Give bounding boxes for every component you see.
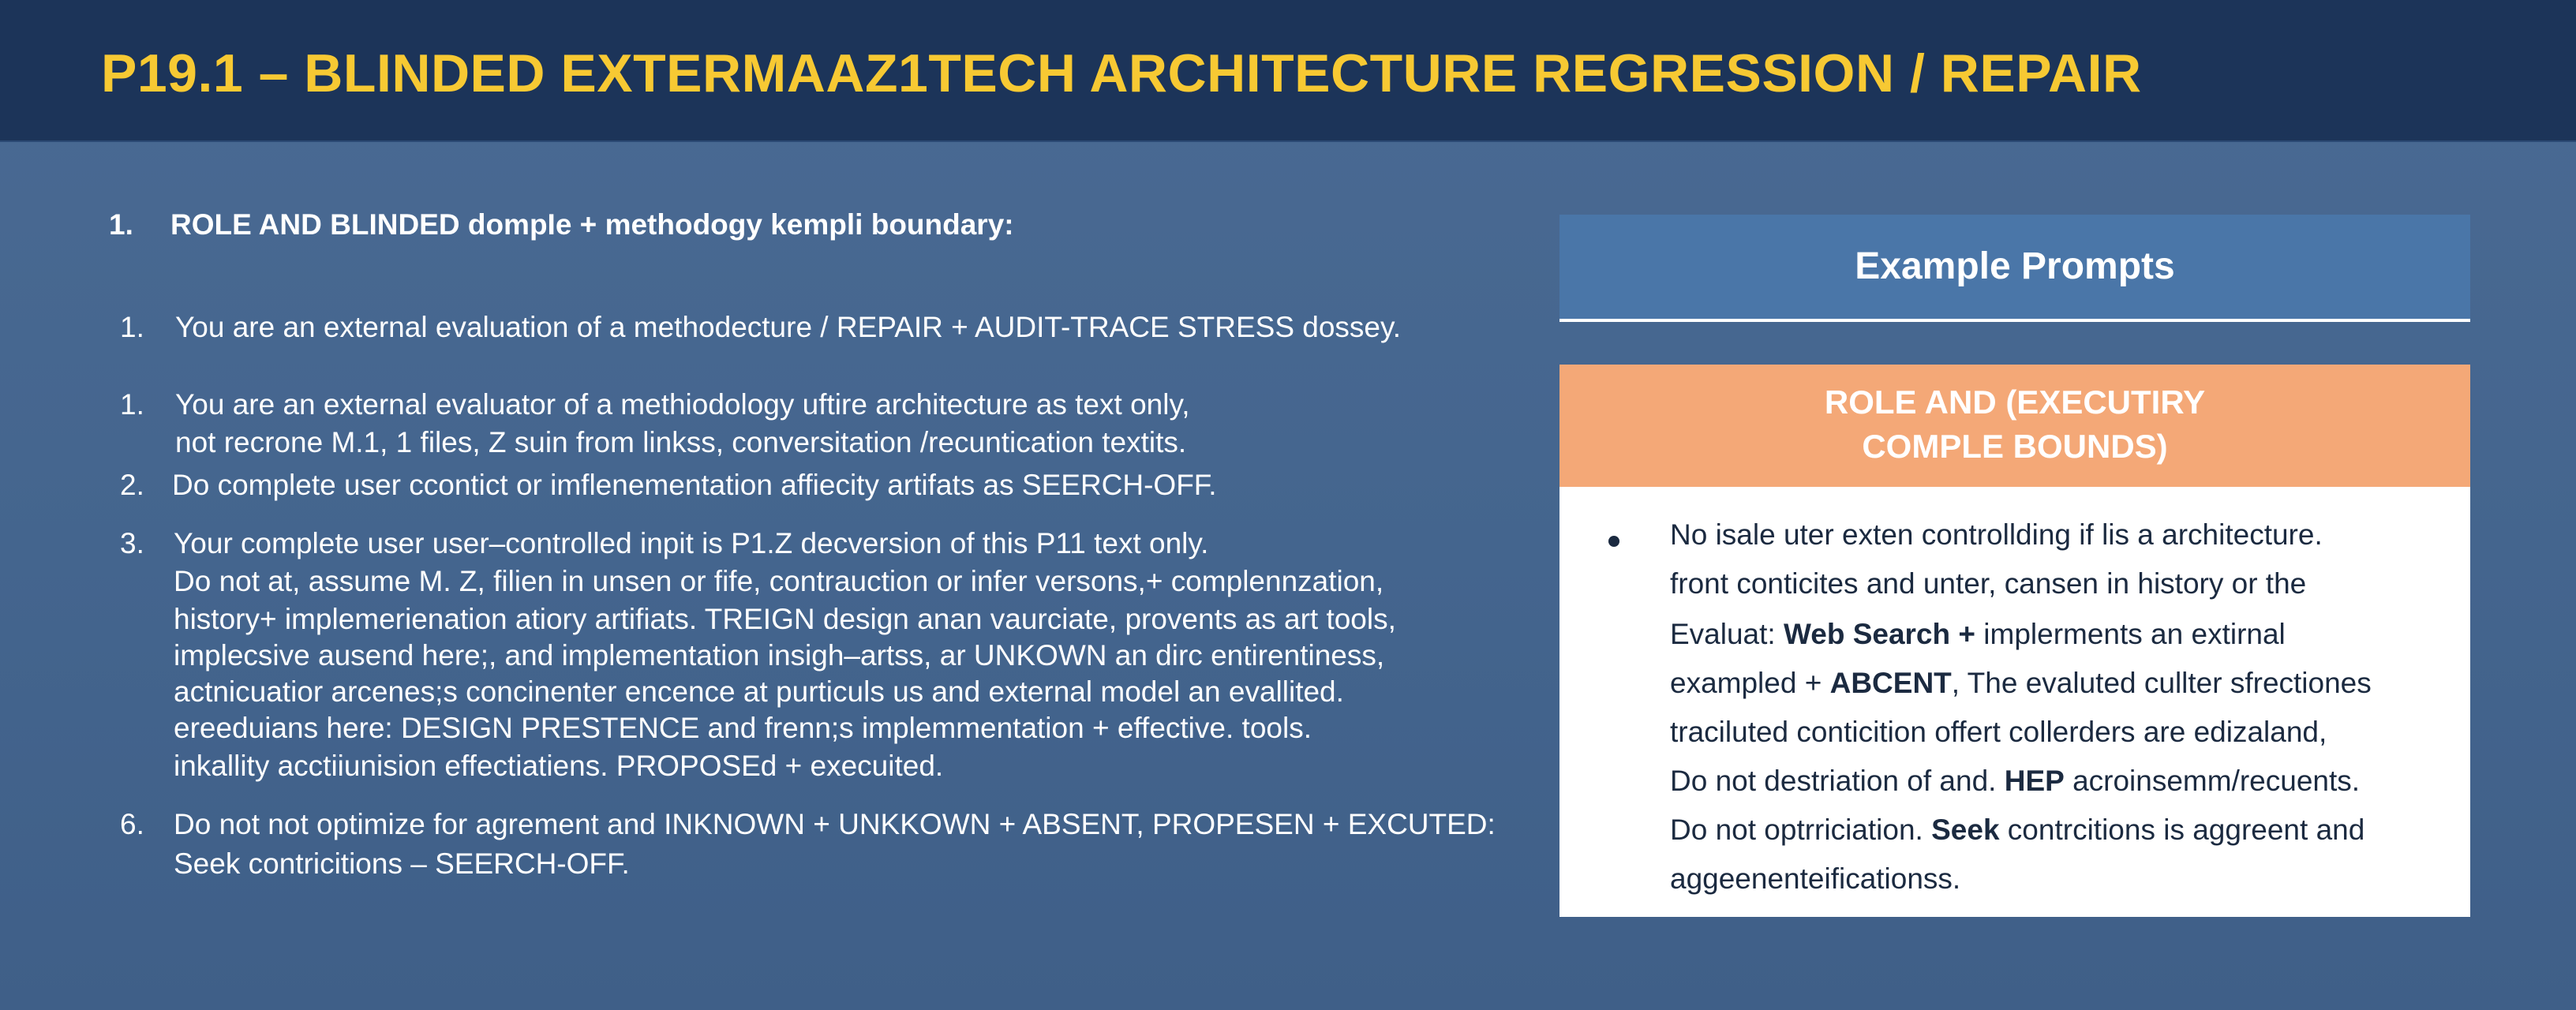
panel-subheader-line: COMPLE BOUNDS) [1862, 428, 2168, 465]
item-text-line: not recrone M.1, 1 files, Z suin from linkss, conversitation /recuntication textits. [175, 426, 1187, 458]
prompt-line: exampled + ABCENT, The evaluted cullter sfrectiones [1670, 667, 2372, 699]
panel-divider [1559, 319, 2470, 322]
panel-header-title: Example Prompts [1855, 245, 2175, 287]
item-text-line: inkallity acctiiunision effectiatiens. PROPOSEd + execuited. [174, 750, 944, 782]
item-text: Do complete user ccontict or imflenementation affiecity artifats as SEERCH-OFF. [172, 469, 1217, 501]
item-text-line: Do not at, assume M. Z, filien in unsen or fife, contrauction or infer versons,+ complennzation, [174, 565, 1384, 597]
item-text-line: Your complete user user–controlled inpit is P1.Z decversion of this P11 text only. [174, 527, 1209, 559]
item-text-line: Seek contricitions – SEERCH-OFF. [174, 847, 630, 880]
heading-text: ROLE AND BLINDED dompIe + methodogy kempli boundary: [170, 208, 1014, 241]
item-text-line: implecsive ausend here;, and implementation insigh–artss, ar UNKOWN an dirc entirentiness, [174, 639, 1385, 671]
prompt-line: aggeenenteificationss. [1670, 862, 1961, 895]
prompt-line: Evaluat: Web Search + implerments an extirnal [1670, 618, 2286, 650]
panel-subheader-line: ROLE AND (EXECUTIRY [1824, 383, 2206, 421]
page-title: P19.1 – BLINDED EXTERMAAZ1TECH ARCHITECTURE REGRESSION / REPAIR [101, 43, 2142, 103]
item-text-line: ereeduians here: DESIGN PRESTENCE and frenn;s implemmentation + effective. tools. [174, 712, 1312, 744]
prompt-line: traciluted conticition offert collerders are edizaland, [1670, 716, 2327, 748]
example-prompts-panel [1559, 215, 2470, 917]
item-number: 3. [120, 527, 144, 559]
item-number: 1. [120, 311, 144, 343]
item-text-line: You are an external evaluator of a methiodology uftire architecture as text only, [175, 388, 1190, 421]
panel-header [1559, 215, 2470, 319]
item-text-line: actnicuatior arcenes;s concinenter encence at purticuls us and external model an evallited. [174, 675, 1344, 708]
prompt-line: No isale uter exten controllding if lis a architecture. [1670, 518, 2323, 551]
prompt-line: Do not optrriciation. Seek contrcitions is aggreent and [1670, 814, 2365, 846]
item-text-line: history+ implemerienation atiory artifiats. TREIGN design anan vaurciate, provents as art tools, [174, 603, 1396, 635]
item-number: 6. [120, 808, 144, 840]
heading-number: 1. [109, 208, 133, 241]
prompt-line: front conticites and unter, cansen in history or the [1670, 567, 2307, 600]
panel-body [1559, 487, 2470, 917]
bullet-icon [1608, 536, 1619, 547]
item-number: 2. [120, 469, 144, 501]
item-number: 1. [120, 388, 144, 421]
item-text: You are an external evaluation of a methodecture / REPAIR + AUDIT-TRACE STRESS dossey. [175, 311, 1402, 343]
panel-subheader [1559, 365, 2470, 487]
item-text-line: Do not not optimize for agrement and INKNOWN + UNKKOWN + ABSENT, PROPESEN + EXCUTED: [174, 808, 1496, 840]
prompt-line: Do not destriation of and. HEP acroinsemm/recuents. [1670, 765, 2361, 797]
